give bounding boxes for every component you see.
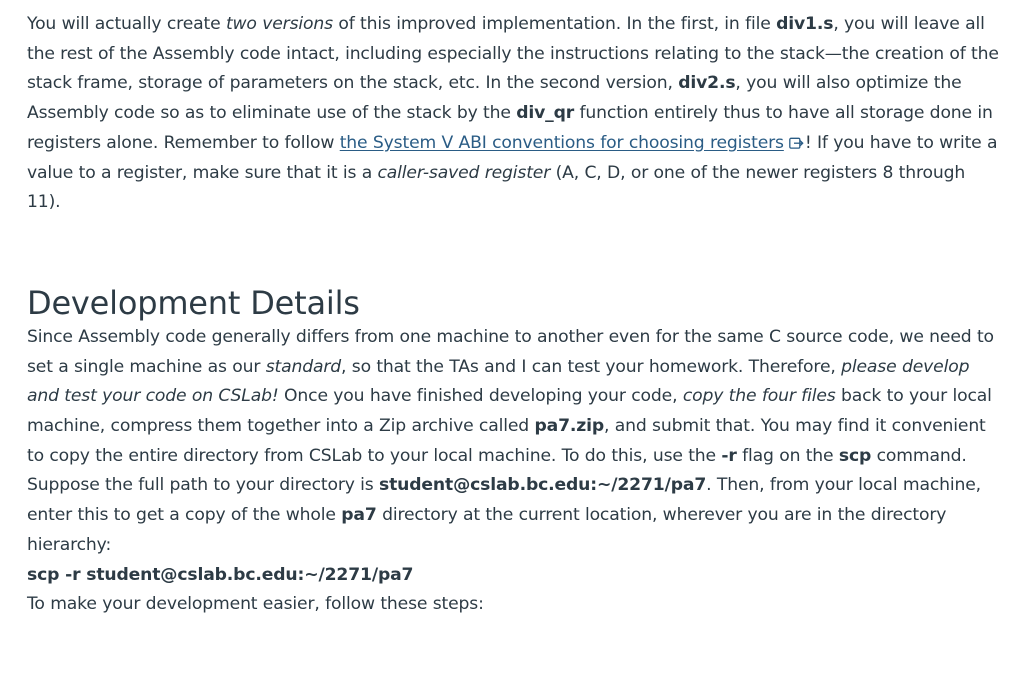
filename-div1: div1.s xyxy=(776,14,834,34)
emphasis-copy-four-files: copy the four files xyxy=(682,386,836,407)
emphasis-caller-saved: caller-saved register xyxy=(377,162,551,183)
text-run: back to your local machine, compress them together into a Zip archive called xyxy=(27,386,992,437)
emphasis-standard: standard xyxy=(265,356,342,377)
filename-pa7-zip: pa7.zip xyxy=(534,416,605,437)
text-run: . Then, from your local machine, enter this to get a copy of the whole xyxy=(27,475,981,526)
external-link-icon[interactable] xyxy=(789,136,804,149)
text-run: , so that the TAs and I can test your homework. Therefore, xyxy=(341,356,842,377)
text-run: Since Assembly code generally differs from one machine to another even for the same C source code, we need to set a single machine as our xyxy=(27,326,994,377)
paragraph-development-instructions xyxy=(27,323,1002,561)
filename-div2: div2.s xyxy=(678,73,736,94)
paragraph-steps-intro: To make your development easier, follow these steps: xyxy=(27,594,484,615)
heading-development-details: Development Details xyxy=(27,283,360,322)
command-name-scp: scp xyxy=(838,445,872,466)
emphasis-two-versions: two versions xyxy=(225,14,333,34)
text-run: , you will also optimize the Assembly code so as to eliminate use of the stack by the xyxy=(27,73,962,124)
text-run: flag on the xyxy=(736,445,839,466)
text-run: You will actually create xyxy=(27,14,226,34)
text-run: Once you have finished developing your code, xyxy=(278,386,683,407)
directory-path: student@cslab.bc.edu:~/2271/pa7 xyxy=(379,475,707,496)
text-run: function entirely thus to have all storage done in registers alone. Remember to follow xyxy=(27,103,993,153)
emphasis-develop-on-cslab: please develop and test your code on CSLab! xyxy=(27,356,970,407)
text-run: (A, C, D, or one of the newer registers 8 through 11). xyxy=(27,162,966,213)
directory-name-pa7: pa7 xyxy=(341,505,377,526)
text-run: , you will leave all the rest of the Assembly code intact, including especially the instructions relating to the stack—the creation of the stack frame, storage of parameters on the stack, etc. In the second version, xyxy=(27,14,999,94)
system-v-abi-link[interactable]: the System V ABI conventions for choosing registers xyxy=(339,132,784,153)
flag-r: -r xyxy=(721,445,737,466)
document-content xyxy=(27,10,1002,620)
text-run: command. Suppose the full path to your directory is xyxy=(27,445,967,496)
paragraph-implementation-versions xyxy=(27,10,1002,218)
scp-command: scp -r student@cslab.bc.edu:~/2271/pa7 xyxy=(27,564,414,585)
text-run: directory at the current location, wherever you are in the directory hierarchy: xyxy=(27,505,947,555)
text-run: ! If you have to write a value to a register, make sure that it is a xyxy=(27,132,998,183)
text-run: of this improved implementation. In the first, in file xyxy=(332,14,777,34)
function-name-div-qr: div_qr xyxy=(516,103,575,124)
text-run: , and submit that. You may find it convenient to copy the entire directory from CSLab to your local machine. To do this, use the xyxy=(27,416,986,466)
